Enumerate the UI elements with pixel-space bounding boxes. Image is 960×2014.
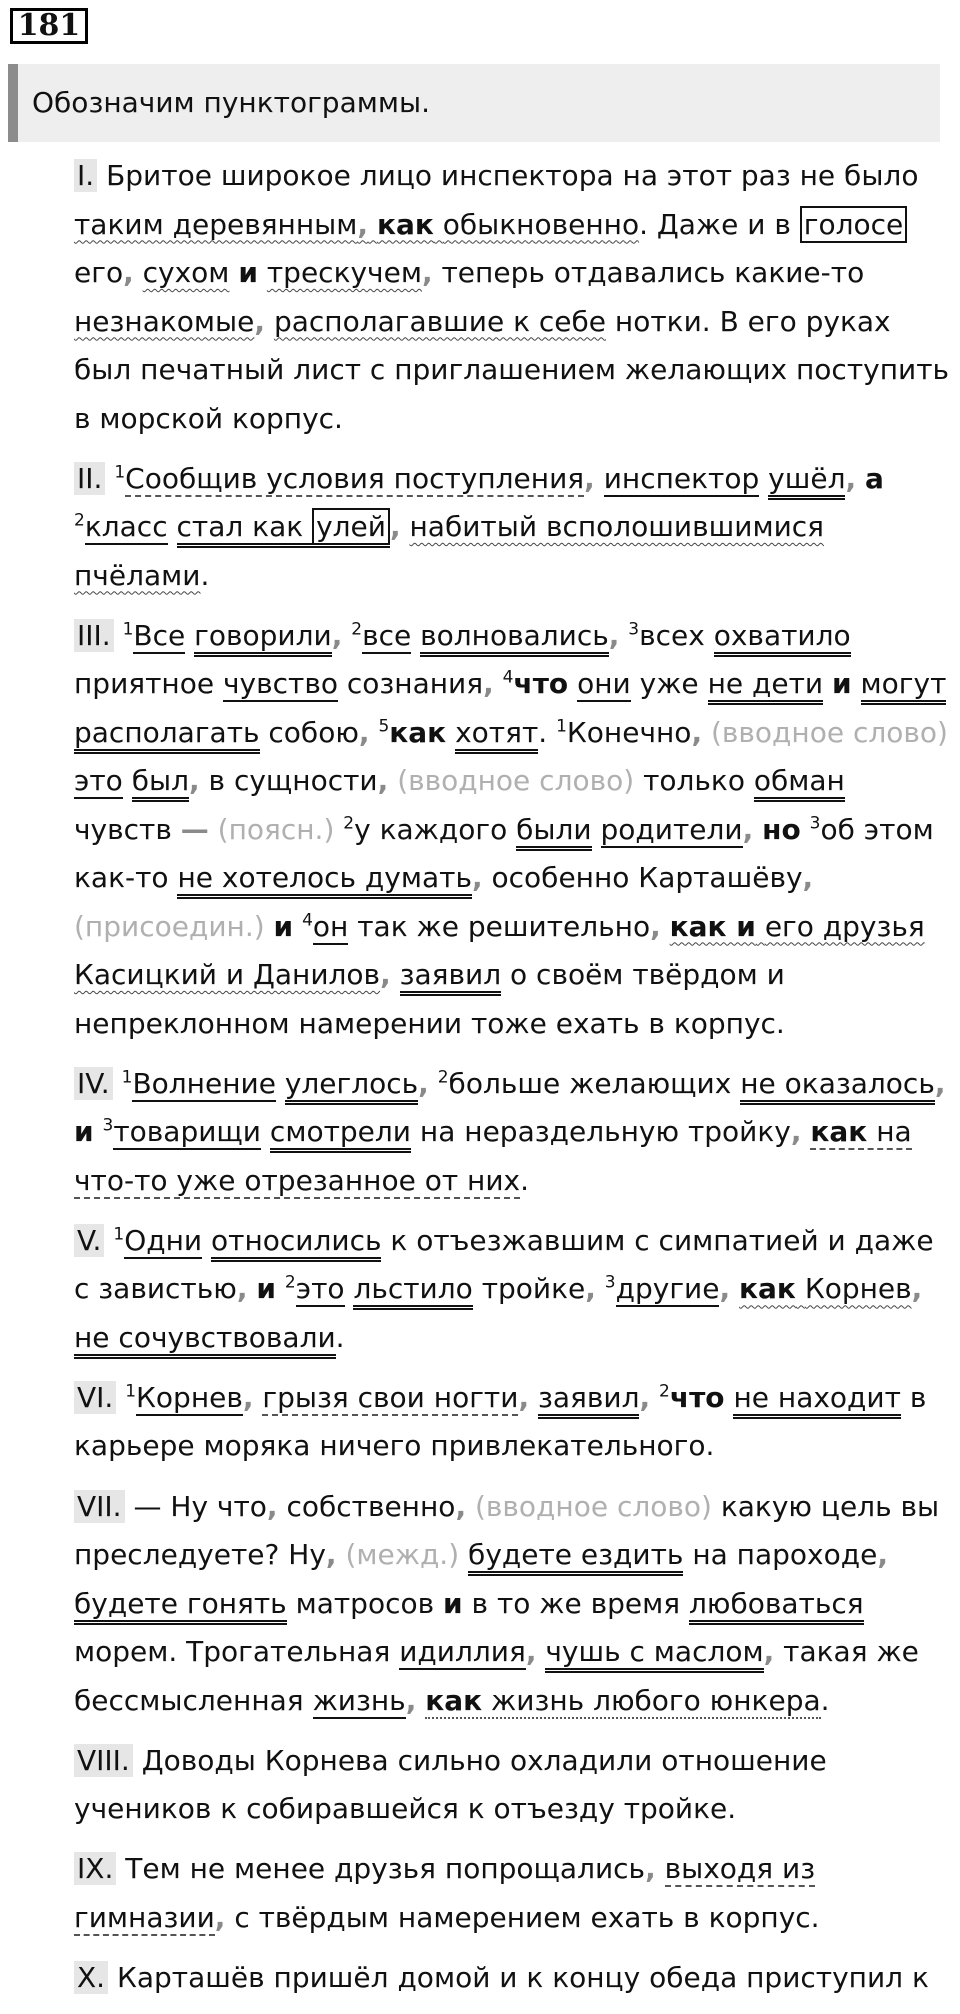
paragraph-7 [8,1483,950,1726]
predicate: обман [754,764,845,802]
text: матросов [295,1586,435,1620]
comparative-phrase: как Корнев [739,1272,912,1306]
conjunction: и [832,667,852,701]
predicate: не сочувствовали [74,1321,336,1359]
subject: товарищи [113,1115,262,1149]
comma-mark: , [877,1538,888,1572]
conjunction: и [273,909,294,943]
roman-numeral: VIII. [74,1744,133,1777]
definition: сухом [142,256,230,289]
banner-heading: Обозначим пунктограммы. [8,64,940,142]
comma-mark: , [639,1380,651,1414]
text: собою [268,715,359,749]
text: Тем не менее друзья попрощались [125,1852,646,1886]
clause-index: 4 [302,910,313,931]
comma-mark: , [650,909,661,943]
comparative-phrase: как и его друзья Касицкий и Данилов [74,909,925,992]
clause-index: 5 [378,716,390,737]
predicate: будете гонять [74,1587,287,1625]
text: уже [639,667,699,701]
paragraph-9 [8,1845,950,1942]
boxed-word: улей [312,508,390,545]
period: . [820,1683,830,1717]
comma-mark: , [802,861,814,895]
text: теперь отдавались какие-то [441,256,865,289]
text: тройке [481,1272,586,1306]
conjunction: и [443,1586,463,1620]
participial-phrase: располагавшие к себе [273,304,606,338]
text: всех [639,618,705,652]
clause-index: 2 [74,510,85,531]
text-body [8,152,950,2014]
subject: Волнение [132,1066,276,1100]
adverbial-phrase: Сообщив условия поступления [125,461,585,495]
roman-numeral: III. [74,619,114,652]
comma-mark: , [742,812,754,846]
clause-index: 3 [809,813,821,834]
subject: другие [615,1272,720,1306]
clause-index: 3 [628,619,640,640]
predicate: заявил [400,958,502,996]
paragraph-1 [8,152,950,443]
clause-index: 3 [604,1273,616,1294]
conjunction: и [238,256,258,289]
period: . [538,715,548,749]
paragraph-6 [8,1374,950,1471]
comma-mark: , [405,1683,417,1717]
note-introductory: (вводное слово) [710,715,948,749]
subject: класс [84,510,168,544]
subject: жизнь [312,1683,406,1717]
paragraph-2 [8,455,950,601]
note-interjection: (межд.) [345,1538,460,1572]
predicate: стал как улей [177,510,390,548]
comma-mark: , [254,304,266,338]
boxed-word: голосе [800,206,908,243]
text: о своём твёрдом и непреклонном намерении тоже ехать в корпус. [74,958,785,1040]
comma-mark: , [380,958,391,992]
comma-mark: , [645,1852,656,1886]
clause-index: 4 [502,667,514,688]
roman-numeral: VII. [74,1490,125,1523]
dash-mark: — [180,812,209,846]
subject: идиллия [399,1635,526,1669]
comma-mark: , [525,1635,537,1669]
text: к отъезжавшим с симпатией и даже с завистью [74,1223,934,1306]
text: больше желающих [448,1066,732,1100]
clause-index: 1 [125,1381,137,1402]
comma-mark: , [236,1272,248,1306]
predicate: будете ездить [468,1538,683,1576]
comparative-phrase: как жизнь любого юнкера [425,1683,821,1717]
comma-mark: , [214,1900,226,1934]
comma-mark: , [790,1115,802,1149]
definition: трескучем [266,256,422,289]
comma-mark: , [358,715,370,749]
clause-index: 2 [343,813,355,834]
predicate: не хотелось думать [177,861,472,899]
roman-numeral: VI. [74,1381,116,1414]
predicate: любоваться [689,1587,864,1625]
text: нотки. В его руках был печатный лист с приглашением желающих поступить в морской корпус. [74,304,950,435]
predicate: чушь с маслом [545,1635,763,1673]
conjunction: что [669,1380,725,1414]
clause-index: 2 [437,1067,449,1088]
comma-mark: , [691,715,703,749]
paragraph-4 [8,1060,950,1206]
predicate: охватило [714,619,851,657]
clause-index: 1 [122,619,134,640]
comma-mark: , [585,1272,596,1306]
clause-index: 2 [284,1273,296,1294]
text: так же решительно [357,909,651,943]
text: морем. Трогательная [74,1635,391,1669]
text: только [643,764,745,798]
conjunction: но [762,812,801,846]
comma-mark: , [518,1380,530,1414]
predicate: не оказалось [740,1067,935,1105]
predicate: смотрели [270,1115,411,1153]
subject: родители [600,812,743,846]
comma-mark: , [911,1272,923,1306]
note-introductory: (вводное слово) [474,1489,712,1523]
subject: Одни [124,1223,203,1257]
comma-mark: , [377,764,389,798]
predicate: располагать [74,716,260,754]
comma-mark: , [934,1066,946,1100]
text: Доводы Корнева сильно охладили отношение учеников к собиравшейся к отъезду тройке. [74,1743,827,1826]
roman-numeral: II. [74,462,105,495]
adverbial-phrase: грызя свои ногти [262,1380,519,1414]
subject: они [577,667,631,701]
text: Бритое широкое лицо инспектора на этот раз не было [106,159,919,192]
conjunction: и [256,1272,276,1306]
comma-mark: , [357,207,369,241]
predicate: льстило [353,1272,472,1310]
predicate: волновались [420,619,609,657]
subject: чувство [223,667,338,701]
subject: это [295,1272,345,1306]
comma-mark: , [266,1489,278,1523]
roman-numeral: IV. [74,1067,113,1100]
text: его [74,256,124,289]
text: в сущности [208,764,378,798]
comma-mark: , [471,861,483,895]
comma-mark: , [123,256,134,289]
predicate: был [132,764,189,802]
predicate: не дети [708,667,824,705]
subject: он [312,909,349,943]
subject: все [362,618,412,652]
definition: незнакомые [74,304,255,338]
text: . Даже и в [639,207,791,241]
predicate: заявил [538,1381,640,1419]
text: особенно Карташёву [491,861,803,895]
comma-mark: , [389,510,401,544]
clause-index: 2 [659,1381,670,1402]
predicate: улеглось [285,1067,418,1105]
subject: это [74,764,123,798]
predicate: относились [211,1224,381,1262]
comma-mark: , [845,461,857,495]
period: . [200,558,210,592]
clause-index: 3 [102,1115,114,1136]
clause-index: 1 [113,1224,125,1245]
adverbial-phrase: выходя из гимназии [74,1852,816,1934]
predicate: хотят [455,716,538,754]
conjunction: что [513,667,569,701]
comma-mark: , [242,1380,254,1414]
text: в карьере моряка ничего привлекательного. [74,1380,927,1463]
text: такая же бессмысленная [74,1635,919,1717]
conjunction: а [865,461,884,495]
comma-mark: , [418,1066,429,1100]
text: сознания [346,667,484,701]
text: чувств [74,812,172,846]
comma-mark: , [608,618,620,652]
participial-phrase: набитый всполошившимися пчёлами [74,510,825,592]
text: какую цель вы преследуете? Ну [74,1489,940,1572]
comma-mark: , [189,764,200,798]
comparative-phrase: таким деревянным, как обыкновенно [74,207,640,241]
period: . [335,1320,345,1354]
roman-numeral: V. [74,1224,104,1257]
predicate: не находит [733,1381,900,1419]
comma-mark: , [483,667,494,701]
subject: инспектор [603,461,760,495]
paragraph-10 [8,1954,950,2003]
subject: Корнев [136,1380,243,1414]
comma-mark: , [421,256,433,289]
subject: Все [133,618,186,652]
roman-numeral: I. [74,159,97,192]
paragraph-8 [8,1737,950,1834]
note-connective: (присоедин.) [74,909,265,943]
clause-index: 1 [121,1067,133,1088]
period: . [520,1163,530,1197]
text: на нераздельную тройку [419,1115,791,1149]
comparative-phrase: как на что-то уже отрезанное от них [74,1115,912,1197]
text: в то же время [471,1586,681,1620]
comma-mark: , [455,1489,467,1523]
paragraph-5 [8,1217,950,1363]
comma-mark: , [584,461,595,495]
comma-mark: , [325,1538,337,1572]
predicate: говорили [194,619,332,657]
roman-numeral: X. [74,1961,108,1994]
text: собственно [286,1489,456,1523]
comma-mark: , [331,618,343,652]
conjunction: как [389,715,447,749]
conjunction: и [74,1115,94,1149]
comma-mark: , [719,1272,731,1306]
predicate: ушёл [768,462,845,500]
note-introductory: (вводное слово) [397,764,635,798]
clause-index: 1 [556,716,567,737]
note-explanatory: (поясн.) [217,812,335,846]
predicate: были [516,813,591,851]
comma-mark: , [763,1635,775,1669]
text: — Ну что [133,1489,267,1523]
text: у каждого [354,812,508,846]
text: с твёрдым намерением ехать в корпус. [234,1900,820,1934]
text: об этом как-то [74,812,934,895]
paragraph-3 [8,612,950,1049]
clause-index: 2 [351,619,363,640]
text: на пароходе [692,1538,878,1572]
predicate: могут [861,667,947,705]
text: Карташёв пришёл домой и к концу обеда приступил к [117,1960,929,1994]
text: приятное [74,667,215,701]
exercise-number: 181 [10,8,88,44]
clause-index: 1 [114,462,126,483]
text: Конечно [566,715,692,749]
roman-numeral: IX. [74,1852,116,1885]
